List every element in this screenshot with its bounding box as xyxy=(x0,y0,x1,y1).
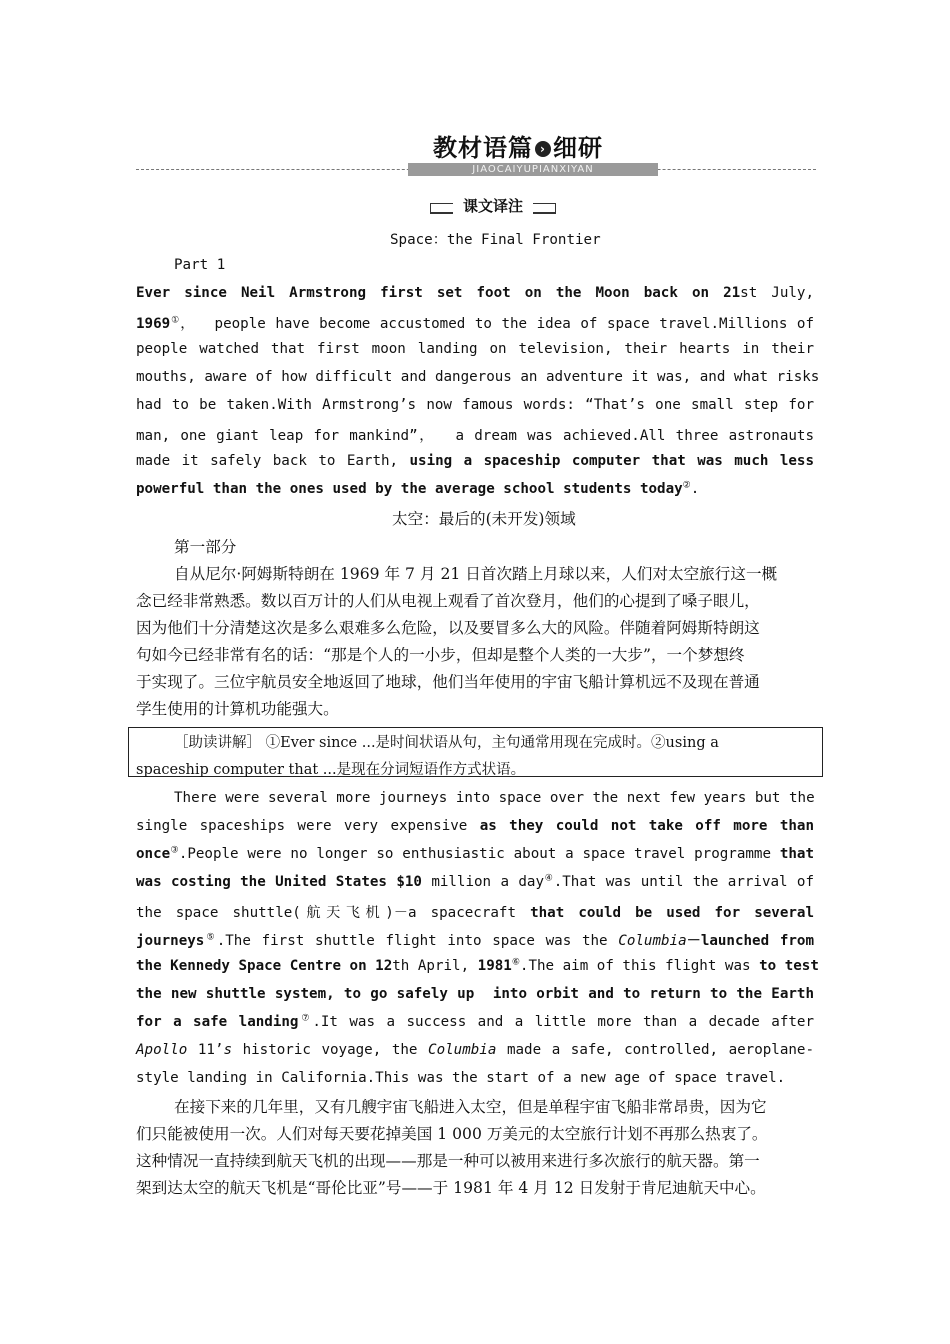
p2-zh-line-1: 在接下来的几年里，又有几艘宇宙飞船进入太空，但是单程宇宙飞船非常昂贵，因为它 xyxy=(174,1098,767,1116)
p1-line-3: people watched that first moon landing on television, their hearts in their xyxy=(136,341,814,357)
p2-line-3: once③.People were no longer so enthusiastic about a space travel programme that xyxy=(136,845,814,862)
article-title-zh: 太空：最后的(未开发)领域 xyxy=(392,510,576,528)
p1-line-1: Ever since Neil Armstrong first set foot on the Moon back on 21st July, xyxy=(136,285,814,301)
p1-line-8: powerful than the ones used by the average school students today②. xyxy=(136,480,700,497)
p2-line-1: There were several more journeys into space over the next few years but the xyxy=(174,790,815,806)
p2-line-8: the new shuttle system, to go safely up into orbit and to return to the Earth xyxy=(136,986,814,1002)
p1-zh-line-3: 因为他们十分清楚这次是多么艰难多么危险，以及要冒多么大的风险。伴随着阿姆斯特朗这 xyxy=(136,619,760,637)
p1-line-6: man, one giant leap for mankind”， a dream was achieved.All three astronauts xyxy=(136,428,814,444)
header-title-main: 教材语篇 xyxy=(433,134,533,162)
p2-line-9: for a safe landing⑦.It was a success and a little more than a decade after xyxy=(136,1013,814,1030)
p1-line-5: had to be taken.With Armstrong’s now famous words: “That’s one small step for xyxy=(136,397,814,413)
section-label: 课文译注 xyxy=(430,196,556,218)
p2-line-5: the space shuttle(航天飞机)－a spacecraft that could be used for several xyxy=(136,905,814,921)
p1-zh-line-1: 自从尼尔·阿姆斯特朗在 1969 年 7 月 21 日首次踏上月球以来，人们对太空旅行这一概 xyxy=(174,565,778,583)
p1-zh-line-6: 学生使用的计算机功能强大。 xyxy=(136,700,339,718)
header-title-sub: 细研 xyxy=(553,134,603,162)
p2-line-2: single spaceships were very expensive as they could not take off more than xyxy=(136,818,814,834)
chevron-right-icon: › xyxy=(535,141,551,157)
p2-zh-line-3: 这种情况一直持续到航天飞机的出现——那是一种可以被用来进行多次旅行的航天器。第一 xyxy=(136,1152,760,1170)
p2-line-11: style landing in California.This was the start of a new age of space travel. xyxy=(136,1070,786,1086)
article-title-en: Space：the Final Frontier xyxy=(390,232,601,248)
p2-line-10: Apollo 11’s historic voyage, the Columbia made a safe, controlled, aeroplane- xyxy=(136,1042,815,1058)
p1-zh-line-4: 句如今已经非常有名的话：“那是个人的一小步，但却是整个人类的一大步”，一个梦想终 xyxy=(136,646,745,664)
part-label-zh: 第一部分 xyxy=(174,538,237,556)
p1-line-2: 1969①， people have become accustomed to the idea of space travel.Millions of xyxy=(136,315,814,332)
reading-note-line-1: ［助读讲解］ ①Ever since ...是时间状语从句，主句通常用现在完成时。②using a xyxy=(174,735,719,751)
part-label-en: Part 1 xyxy=(174,257,226,273)
p2-line-6: journeys⑤.The first shuttle flight into space was the Columbia－launched from xyxy=(136,932,814,949)
p1-zh-line-5: 于实现了。三位宇航员安全地返回了地球，他们当年使用的宇宙飞船计算机远不及现在普通 xyxy=(136,673,760,691)
header-title xyxy=(433,128,603,163)
header-pinyin: JIAOCAIYUPIANXIYAN xyxy=(408,163,658,176)
p2-line-4: was costing the United States $10 million a day④.That was until the arrival of xyxy=(136,873,815,890)
p2-line-7: the Kennedy Space Centre on 12th April, 1981⑥.The aim of this flight was to test xyxy=(136,957,819,974)
p2-zh-line-2: 们只能被使用一次。人们对每天要花掉美国 1 000 万美元的太空旅行计划不再那么热衷了。 xyxy=(136,1125,768,1143)
p2-zh-line-4: 架到达太空的航天飞机是“哥伦比亚”号——于 1981 年 4 月 12 日发射于肯尼迪航天中心。 xyxy=(136,1179,766,1197)
p1-zh-line-2: 念已经非常熟悉。数以百万计的人们从电视上观看了首次登月，他们的心提到了嗓子眼儿， xyxy=(136,592,760,610)
p1-line-7: made it safely back to Earth, using a spaceship computer that was much less xyxy=(136,453,814,469)
p1-line-4: mouths, aware of how difficult and dangerous an adventure it was, and what risks xyxy=(136,369,820,385)
reading-note-line-2: spaceship computer that ...是现在分词短语作方式状语。 xyxy=(136,762,526,778)
